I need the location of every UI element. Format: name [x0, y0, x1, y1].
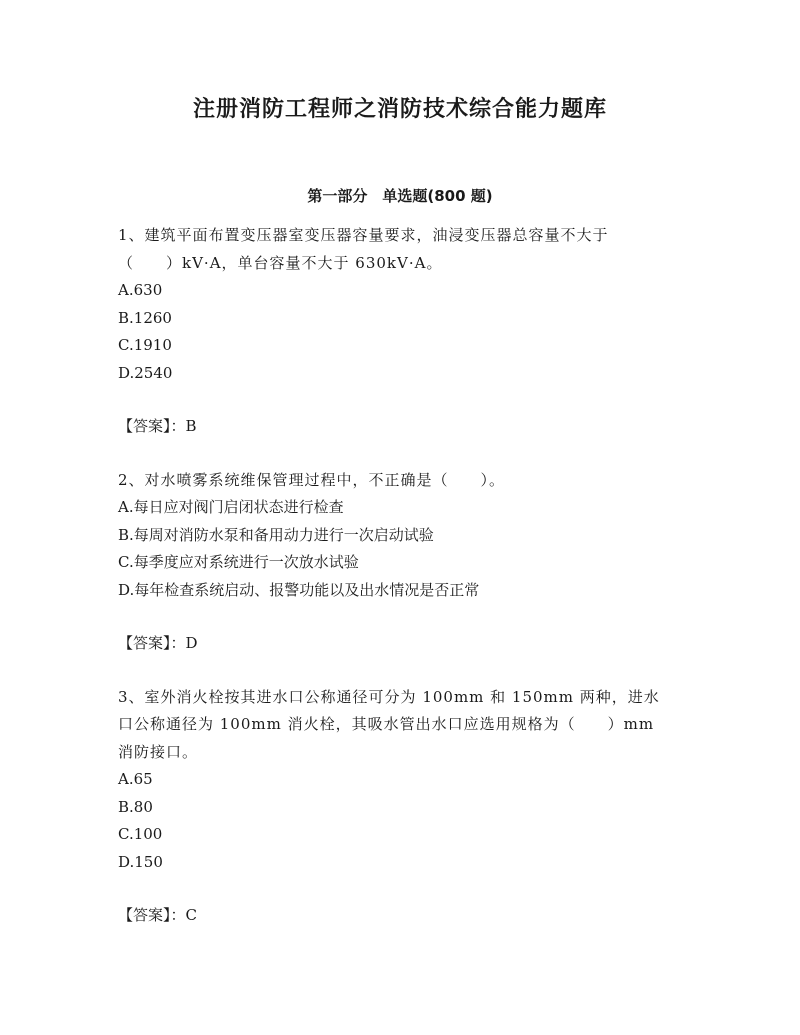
question-2 [118, 467, 682, 658]
option-a: A.65 [118, 770, 153, 788]
question-stem-line: 2、对水喷雾系统维保管理过程中，不正确是（ ）。 [118, 470, 506, 489]
question-stem-line: 3、室外消火栓按其进水口公称通径可分为 100mm 和 150mm 两种，进水 [118, 687, 660, 706]
question-1 [118, 222, 682, 441]
option-c: C.每季度应对系统进行一次放水试验 [118, 553, 359, 571]
answer-line [118, 413, 682, 441]
question-stem-line: （ ）kV·A，单台容量不大于 630kV·A。 [118, 253, 443, 272]
answer-line [118, 630, 682, 658]
question-stem-line: 1、建筑平面布置变压器室变压器容量要求，油浸变压器总容量不大于 [118, 226, 609, 244]
document-title: 注册消防工程师之消防技术综合能力题库 [192, 97, 607, 122]
answer-value: D [185, 634, 198, 652]
option-a: A.630 [118, 281, 163, 299]
section-heading: 第一部分 单选题(800 题) [307, 187, 493, 205]
question-stem-line: 消防接口。 [118, 742, 199, 761]
option-b: B.80 [118, 797, 153, 816]
question-list [118, 222, 682, 956]
answer-value: C [185, 906, 197, 924]
answer-label: 【答案】： [118, 906, 186, 924]
option-b: B.1260 [118, 308, 172, 327]
option-c: C.1910 [118, 336, 172, 354]
answer-line [118, 902, 682, 930]
answer-value: B [185, 417, 197, 435]
option-a: A.每日应对阀门启闭状态进行检查 [118, 498, 344, 516]
option-b: B.每周对消防水泵和备用动力进行一次启动试验 [118, 525, 434, 544]
answer-label: 【答案】： [118, 634, 186, 652]
question-3 [118, 684, 682, 930]
question-stem-line: 口公称通径为 100mm 消火栓，其吸水管出水口应选用规格为（ ）mm [118, 715, 655, 733]
option-d: D.2540 [118, 363, 173, 382]
answer-label: 【答案】： [118, 417, 186, 435]
option-d: D.150 [118, 852, 163, 871]
option-c: C.100 [118, 825, 163, 843]
option-d: D.每年检查系统启动、报警功能以及出水情况是否正常 [118, 580, 480, 599]
